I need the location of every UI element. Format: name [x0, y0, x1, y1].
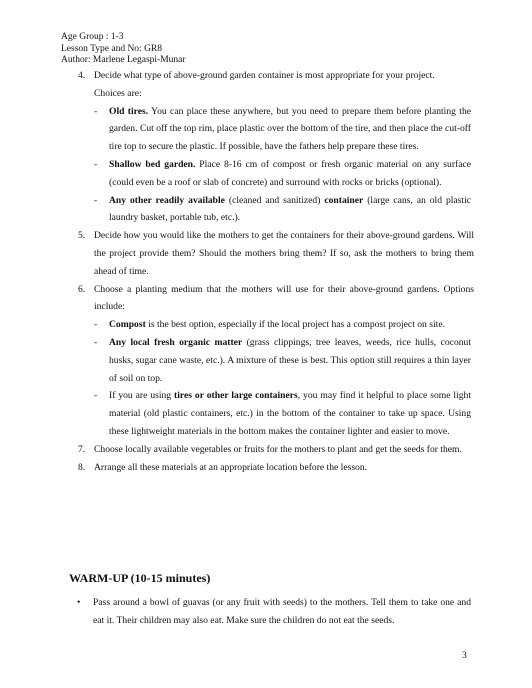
sub-item-other-container — [0, 192, 471, 228]
list-item-text: Choose locally available vegetables or fruits for the mothers to plant and get the seeds for them. — [94, 443, 462, 455]
dash-marker: - — [94, 336, 98, 348]
list-number: 8. — [78, 461, 86, 473]
list-number: 4. — [78, 70, 86, 81]
sub-item-heading: Any other readily available — [109, 194, 225, 206]
bullet-icon: • — [77, 597, 81, 608]
dash-marker: - — [94, 319, 98, 331]
sub-item-heading: Any local fresh organic matter — [109, 336, 243, 348]
warmup-heading: WARM-UP (10-15 minutes) — [69, 571, 211, 585]
dash-marker: - — [94, 105, 98, 117]
instructions-list — [0, 67, 532, 476]
list-item-4 — [0, 67, 474, 85]
sub-item-heading: Compost — [109, 319, 146, 331]
list-item-text: Arrange all these materials at an appropriate location before the lesson. — [94, 461, 368, 473]
page-number: 3 — [462, 650, 467, 661]
dash-marker: - — [94, 158, 98, 170]
sub-item-heading: Old tires. — [109, 105, 149, 117]
dash-marker: - — [94, 194, 98, 206]
dash-marker: - — [94, 390, 98, 402]
sub-item-shallow-bed — [0, 156, 471, 192]
sub-item-text: is the best option, especially if the local project has a compost project on site. — [145, 319, 445, 331]
sub-item-heading: container — [324, 194, 364, 206]
sub-item-heading: tires or other large containers — [174, 390, 298, 402]
author-line: Author: Marlene Legaspi-Munar — [61, 55, 186, 65]
list-item-6 — [0, 281, 474, 317]
bullet-text: Pass around a bowl of guavas (or any fruit with seeds) to the mothers. Tell them to take one and eat it. Their children may also eat. Make sure the children do not eat the seeds. — [93, 597, 471, 626]
sub-item-text: (grass clippings, tree leaves, weeds, rice hulls, coconut husks, sugar cane waste, etc.). A mixture of these is best. This option still requires a thin layer of soil on top. — [109, 336, 471, 384]
sub-item-text: Place 8-16 cm of compost or fresh organic material on any surface (could even be a roof or slab of concrete) and surround with rocks or bricks (optional). — [109, 158, 471, 188]
sub-item-text: , you may find it helpful to place some light material (old plastic containers, etc.) in the bottom of the container to take up space. Using these lightweight materials in the bottom makes the container lighter and easier to move. — [109, 390, 471, 437]
list-item-8 — [0, 459, 474, 477]
warmup-bullet-item — [77, 594, 471, 630]
list-item-5 — [0, 227, 474, 280]
sub-item-text: (cleaned and sanitized) — [224, 194, 325, 206]
sub-item-compost — [0, 316, 471, 334]
age-group-line: Age Group : 1-3 — [61, 32, 124, 42]
list-number: 7. — [78, 443, 86, 455]
lesson-type-line: Lesson Type and No: GR8 — [61, 43, 163, 54]
sub-item-organic-matter — [0, 334, 471, 387]
sub-item-large-containers — [0, 387, 471, 440]
sub-item-heading: Shallow bed garden. — [109, 158, 196, 170]
sub-item-text: (large cans, an old plastic laundry basket, portable tub, etc.). — [109, 194, 471, 224]
sub-item-text: If you are using — [109, 390, 175, 402]
list-item-text: Choose a planting medium that the mothers will use for their above-ground gardens. Options include: — [94, 283, 474, 313]
list-item-text: Decide what type of above-ground garden container is most appropriate for your project. — [94, 70, 435, 81]
document-header — [61, 32, 186, 67]
list-item-text: Decide how you would like the mothers to get the containers for their above-ground gardens. Will the project provide them? Should the mothers bring them? If so, ask the mothers to bring them ahead of time. — [94, 230, 474, 277]
choices-label: Choices are: — [94, 87, 142, 99]
sub-item-old-tires — [0, 103, 471, 156]
list-number: 6. — [78, 283, 86, 295]
list-item-7 — [0, 441, 474, 459]
list-number: 5. — [78, 230, 86, 242]
sub-item-text: You can place these anywhere, but you need to prepare them before planting the garden. Cut off the top rim, place plastic over the bottom of the tire, and then place the cut-off tire top to secure the plastic. If possible, have the fathers help prepare these tires. — [109, 105, 471, 153]
